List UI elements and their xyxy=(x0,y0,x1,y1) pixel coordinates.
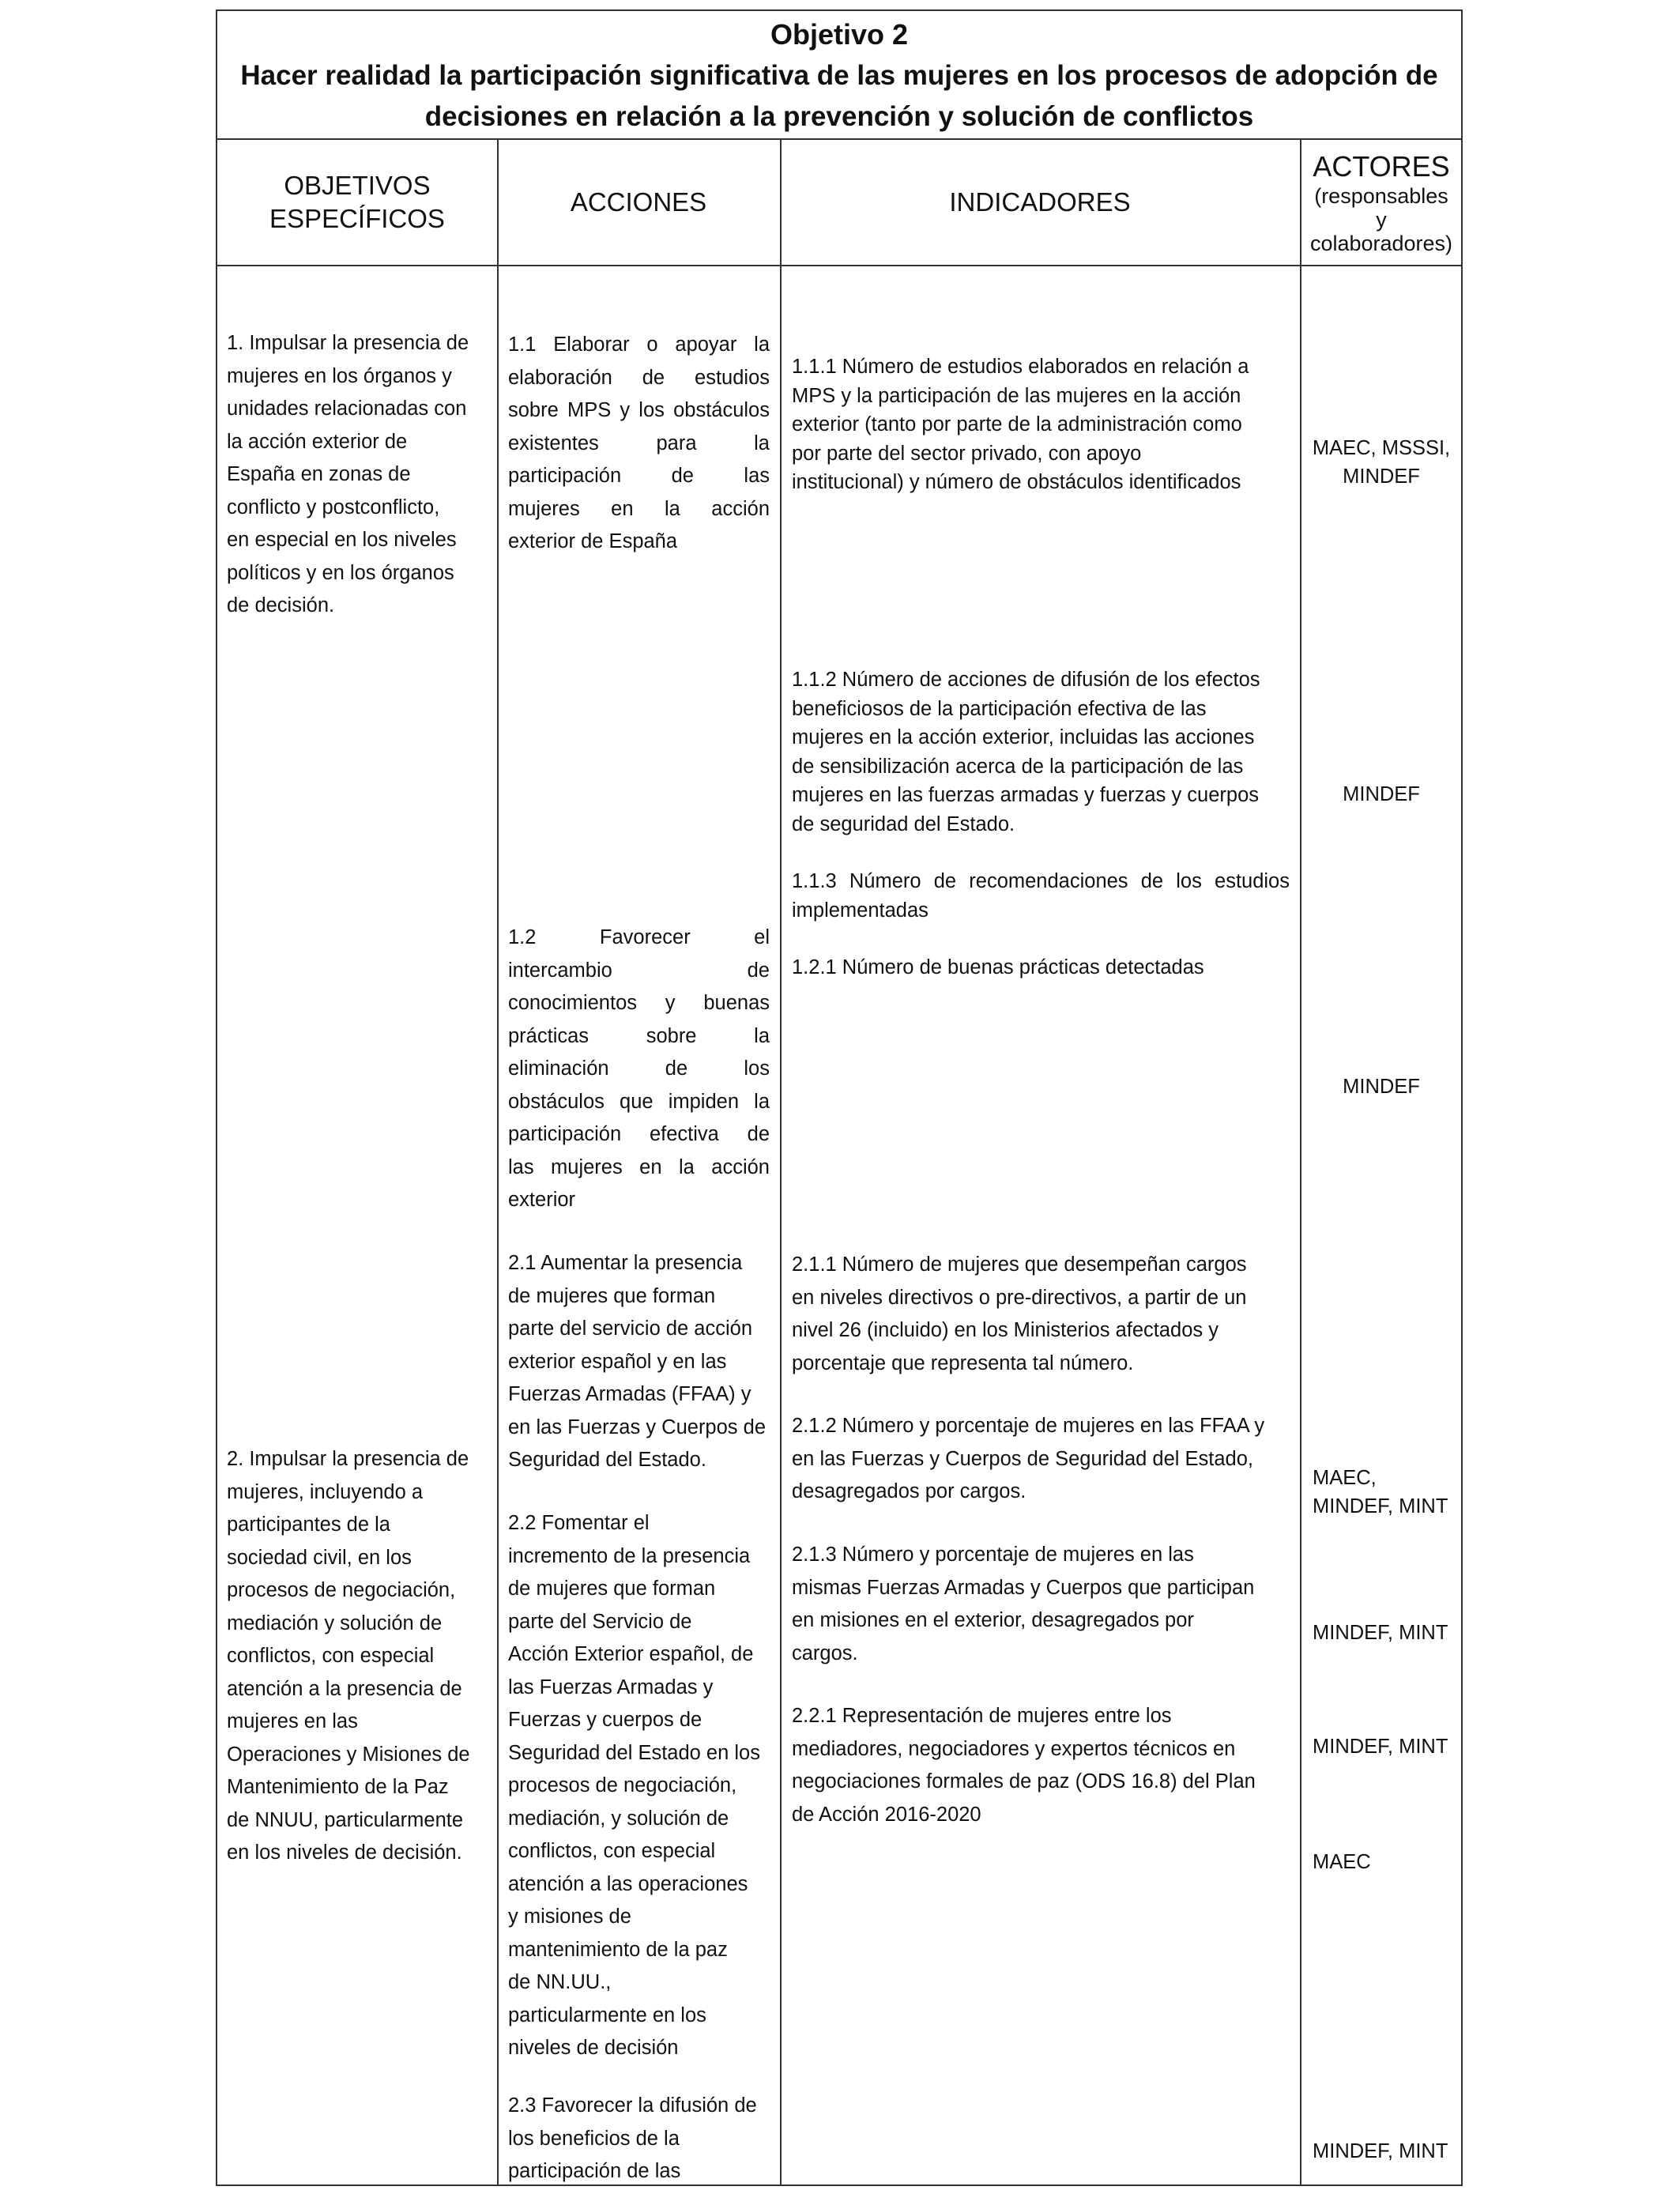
text-line: 2.2 Fomentar el xyxy=(508,1512,650,1534)
text-line: MINDEF, MINT xyxy=(1313,2140,1448,2162)
text-line: sobre MPS y los obstáculos xyxy=(508,399,770,421)
text-line: de Acción 2016-2020 xyxy=(792,1803,981,1826)
text-line: participación efectiva de xyxy=(508,1123,770,1145)
text-line: 1.1 Elaborar o apoyar la xyxy=(508,334,770,356)
text-line: existentes para la xyxy=(508,432,770,454)
accion-1-1 xyxy=(508,329,770,559)
text-line: Fuerzas y cuerpos de xyxy=(508,1709,703,1731)
text-line: 2.1.2 Número y porcentaje de mujeres en las FFAA y xyxy=(792,1415,1265,1437)
text-line: los beneficios de la xyxy=(508,2127,680,2150)
actores-2-1-1 xyxy=(1313,1464,1460,1521)
header-objetivos xyxy=(217,140,497,266)
text-line: mediación y solución de xyxy=(227,1612,443,1634)
text-line: en las Fuerzas y Cuerpos de Seguridad del Estado, xyxy=(792,1447,1254,1470)
text-line: exterior de España xyxy=(508,530,678,552)
text-line: MINDEF xyxy=(1343,1076,1420,1098)
text-line: MINDEF, MINT xyxy=(1313,1736,1448,1758)
indicador-1-1-3 xyxy=(792,867,1290,925)
text-line: 2.1 Aumentar la presencia xyxy=(508,1252,743,1274)
text-line: de NNUU, particularmente xyxy=(227,1808,464,1831)
indicador-1-2-1 xyxy=(792,953,1290,982)
text-line: Seguridad del Estado. xyxy=(508,1449,706,1471)
accion-1-2 xyxy=(508,922,770,1217)
text-line: mismas Fuerzas Armadas y Cuerpos que participan xyxy=(792,1576,1255,1599)
text-line: parte del servicio de acción xyxy=(508,1318,753,1340)
text-line: desagregados por cargos. xyxy=(792,1480,1026,1502)
text-line: mujeres, incluyendo a xyxy=(227,1480,424,1503)
text-line: cargos. xyxy=(792,1642,858,1664)
text-line: 1.1.2 Número de acciones de difusión de los efectos xyxy=(792,669,1260,691)
text-line: 1.2 Favorecer el xyxy=(508,926,770,948)
column-divider xyxy=(497,140,499,2185)
indicador-2-1-3 xyxy=(792,1539,1290,1670)
text-line: MINDEF, MINT xyxy=(1313,1622,1448,1644)
text-line: Operaciones y Misiones de xyxy=(227,1743,470,1766)
text-line: de decisión. xyxy=(227,594,335,616)
actores-1-2-1 xyxy=(1301,1072,1461,1101)
text-line: mediadores, negociadores y expertos técnicos en xyxy=(792,1737,1236,1760)
text-line: y misiones de xyxy=(508,1906,631,1928)
text-line: MINDEF xyxy=(1343,783,1420,805)
text-line: unidades relacionadas con xyxy=(227,398,467,420)
header-acciones-label: ACCIONES xyxy=(570,187,707,217)
indicador-2-2-1 xyxy=(792,1700,1290,1831)
text-line: nivel 26 (incluido) en los Ministerios afectados y xyxy=(792,1319,1219,1341)
text-line: exterior español y en las xyxy=(508,1350,727,1373)
text-line: la acción exterior de xyxy=(227,430,408,453)
text-line: procesos de negociación, xyxy=(508,1774,737,1796)
text-line: de sensibilización acerca de la participación de las xyxy=(792,755,1244,778)
text-line: en especial en los niveles xyxy=(227,529,457,551)
objective-title-line: decisiones en relación a la prevención y solución de conflictos xyxy=(424,101,1254,132)
text-line: Mantenimiento de la Paz xyxy=(227,1776,449,1798)
text-line: España en zonas de xyxy=(227,463,411,485)
table-title xyxy=(217,11,1461,140)
header-objetivos-line: ESPECÍFICOS xyxy=(269,204,445,233)
accion-2-1 xyxy=(508,1247,770,1477)
text-line: de mujeres que forman xyxy=(508,1284,716,1307)
text-line: conocimientos y buenas xyxy=(508,992,770,1014)
text-line: en las Fuerzas y Cuerpos de xyxy=(508,1416,766,1438)
header-indicadores xyxy=(780,140,1300,266)
text-line: elaboración de estudios xyxy=(508,366,770,389)
text-line: en misiones en el exterior, desagregados por xyxy=(792,1609,1194,1631)
text-line: implementadas xyxy=(792,899,929,922)
text-line: 2.1.1 Número de mujeres que desempeñan cargos xyxy=(792,1253,1247,1276)
text-line: incremento de la presencia xyxy=(508,1544,751,1567)
text-line: participación de las xyxy=(508,465,770,487)
text-line: 1.2.1 Número de buenas prácticas detectadas xyxy=(792,956,1204,978)
actores-2-1-3 xyxy=(1313,1732,1460,1761)
text-line: Seguridad del Estado en los xyxy=(508,1741,760,1764)
text-line: Acción Exterior español, de xyxy=(508,1643,754,1665)
text-line: mujeres en las xyxy=(227,1710,358,1732)
text-line: MINDEF xyxy=(1343,466,1420,488)
text-line: eliminación de los xyxy=(508,1057,770,1080)
text-line: porcentaje que representa tal número. xyxy=(792,1351,1134,1374)
text-line: conflictos, con especial xyxy=(508,1840,716,1862)
text-line: las mujeres en la acción xyxy=(508,1155,770,1178)
text-line: mujeres en la acción exterior, incluidas las acciones xyxy=(792,726,1255,748)
actores-1-1-2 xyxy=(1301,780,1461,809)
text-line: de NN.UU., xyxy=(508,1971,612,1993)
text-line: de mujeres que forman xyxy=(508,1578,716,1600)
text-line: mujeres en las fuerzas armadas y fuerzas y cuerpos xyxy=(792,784,1260,806)
actores-2-3 xyxy=(1313,2137,1460,2166)
text-line: las Fuerzas Armadas y xyxy=(508,1676,714,1698)
text-line: participación de las xyxy=(508,2160,681,2182)
accion-2-2 xyxy=(508,1507,770,2065)
text-line: MINDEF, MINT xyxy=(1313,1495,1448,1517)
text-line: 1.1.1 Número de estudios elaborados en relación a xyxy=(792,356,1249,378)
text-line: exterior xyxy=(508,1189,576,1211)
actores-2-1-2 xyxy=(1313,1619,1460,1647)
text-line: niveles de decisión xyxy=(508,2037,679,2059)
text-line: MPS y la participación de las mujeres en la acción xyxy=(792,384,1241,407)
indicador-2-1-2 xyxy=(792,1410,1290,1509)
text-line: MAEC, xyxy=(1313,1467,1377,1489)
text-line: exterior (tanto por parte de la administración como xyxy=(792,413,1242,435)
text-line: mediación, y solución de xyxy=(508,1807,729,1830)
text-line: negociaciones formales de paz (ODS 16.8) del Plan xyxy=(792,1770,1256,1793)
table-frame xyxy=(216,9,1463,2186)
text-line: mujeres en los órganos y xyxy=(227,364,452,387)
text-line: conflicto y postconflicto, xyxy=(227,496,440,518)
text-line: MAEC xyxy=(1313,1851,1371,1873)
header-actores xyxy=(1300,140,1463,266)
text-line: políticos y en los órganos xyxy=(227,561,454,584)
text-line: en los niveles de decisión. xyxy=(227,1842,462,1864)
header-actores-line: colaboradores) xyxy=(1309,232,1453,255)
header-acciones xyxy=(497,140,780,266)
indicador-1-1-1 xyxy=(792,352,1290,497)
text-line: parte del Servicio de xyxy=(508,1610,692,1633)
objetivo-especifico-2 xyxy=(227,1443,491,1870)
header-actores-line: y xyxy=(1376,208,1387,232)
text-line: prácticas sobre la xyxy=(508,1024,770,1047)
text-line: 2. Impulsar la presencia de xyxy=(227,1448,469,1470)
text-line: obstáculos que impiden la xyxy=(508,1090,770,1113)
header-objetivos-line: OBJETIVOS xyxy=(284,171,431,200)
actores-2-2-1 xyxy=(1313,1848,1460,1876)
text-line: particularmente en los xyxy=(508,2004,706,2026)
text-line: MAEC, MSSSI, xyxy=(1312,437,1451,459)
text-line: conflictos, con especial xyxy=(227,1645,435,1667)
text-line: 2.2.1 Representación de mujeres entre los xyxy=(792,1705,1172,1727)
text-line: en niveles directivos o pre-directivos, a partir de un xyxy=(792,1286,1247,1309)
text-line: atención a las operaciones xyxy=(508,1872,748,1895)
text-line: de seguridad del Estado. xyxy=(792,812,1015,835)
text-line: 1. Impulsar la presencia de xyxy=(227,332,469,354)
text-line: participantes de la xyxy=(227,1514,390,1536)
text-line: mujeres en la acción xyxy=(508,497,770,520)
text-line: institucional) y número de obstáculos identificados xyxy=(792,471,1241,493)
objective-title-line: Hacer realidad la participación significativa de las mujeres en los procesos de adopción de xyxy=(240,60,1438,91)
text-line: procesos de negociación, xyxy=(227,1579,456,1601)
actores-1-1-1 xyxy=(1301,434,1461,491)
indicador-2-1-1 xyxy=(792,1249,1290,1380)
text-line: 2.3 Favorecer la difusión de xyxy=(508,2094,757,2117)
header-indicadores-label: INDICADORES xyxy=(949,187,1131,217)
text-line: atención a la presencia de xyxy=(227,1677,462,1700)
accion-2-3 xyxy=(508,2090,770,2188)
column-divider xyxy=(780,140,782,2185)
objective-heading: Objetivo 2 xyxy=(770,18,909,51)
indicador-1-1-2 xyxy=(792,665,1290,839)
text-line: Fuerzas Armadas (FFAA) y xyxy=(508,1383,751,1405)
header-actores-line: (responsables xyxy=(1314,184,1448,208)
text-line: 2.1.3 Número y porcentaje de mujeres en las xyxy=(792,1544,1194,1566)
text-line: intercambio de xyxy=(508,959,770,982)
objetivo-especifico-1 xyxy=(227,327,491,623)
text-line: mantenimiento de la paz xyxy=(508,1938,728,1961)
text-line: sociedad civil, en los xyxy=(227,1546,412,1569)
text-line: por parte del sector privado, con apoyo xyxy=(792,442,1142,465)
header-actores-line: ACTORES xyxy=(1313,150,1450,183)
text-line: 1.1.3 Número de recomendaciones de los estudios xyxy=(792,870,1290,892)
text-line: beneficiosos de la participación efectiva de las xyxy=(792,697,1207,720)
